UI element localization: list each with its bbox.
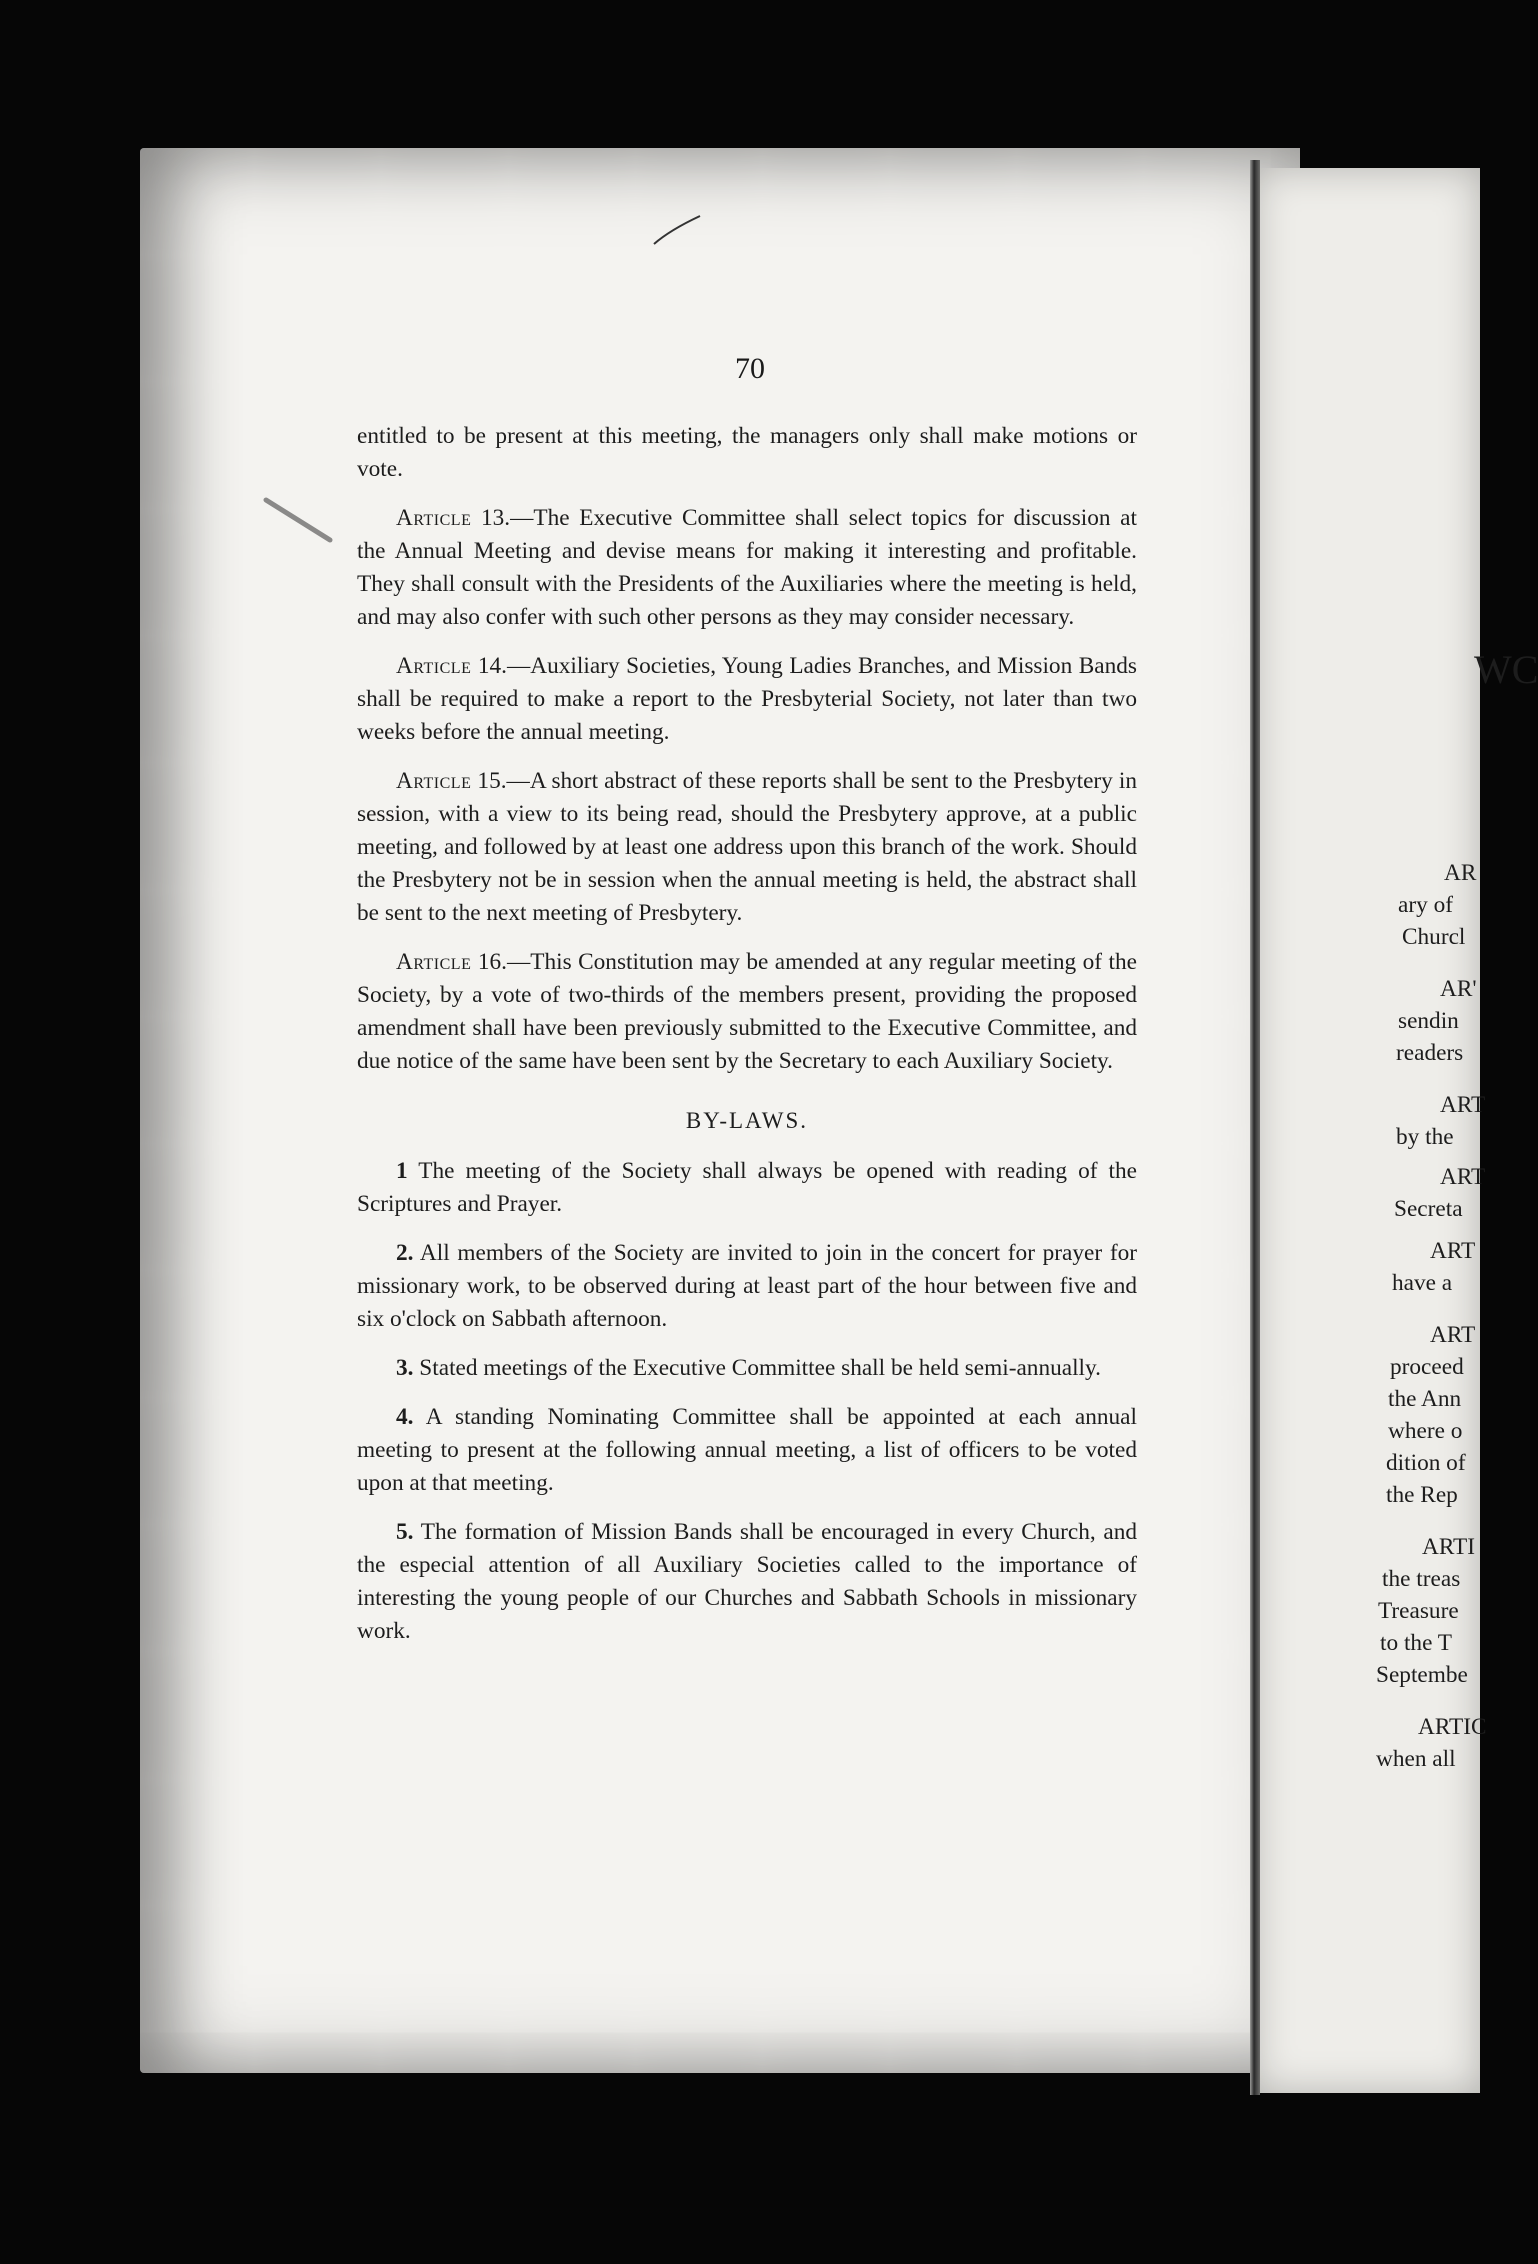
book-gutter	[1250, 160, 1260, 2095]
facing-line: AR'	[1440, 976, 1477, 1002]
facing-line: sendin	[1398, 1008, 1459, 1034]
article-15: Article 15.—A short abstract of these reports shall be sent to the Presbytery in session, with a view to its being read, should the Presbytery approve, at a public meeting, and followed by at least one address upon this branch of the work. Should the Presbytery not be in session when the annual meeting is held, the abstract shall be sent to the next meeting of Presbytery.	[357, 768, 1137, 926]
facing-line: when all	[1376, 1746, 1456, 1772]
bylaw-2: 2. All members of the Society are invited to join in the concert for prayer for missionary work, to be observed during at least part of the hour between five and six o'clock on Sabbath afternoon.	[357, 1240, 1137, 1332]
facing-line: by the	[1396, 1124, 1454, 1150]
facing-line: to the T	[1380, 1630, 1453, 1656]
bylaw-3: 3. Stated meetings of the Executive Committee shall be held semi-annually.	[396, 1355, 1101, 1381]
bylaw-5: 5. The formation of Mission Bands shall be encouraged in every Church, and the especial attention of all Auxiliary Societies called to the importance of interesting the young people of our Churches and Sabbath Schools in missionary work.	[357, 1519, 1137, 1644]
facing-line: dition of	[1386, 1450, 1466, 1476]
ink-smudge-mark	[260, 490, 340, 550]
facing-line: ary of	[1398, 892, 1453, 918]
article-13: Article 13.—The Executive Committee shall select topics for discussion at the Annual Meeting and devise means for making it interesting and profitable. They shall consult with the Presidents of the Auxiliaries where the meeting is held, and may also confer with such other persons as they may consider necessary.	[357, 505, 1137, 630]
bylaw-4: 4. A standing Nominating Committee shall be appointed at each annual meeting to present at the following annual meeting, a list of officers to be voted upon at that meeting.	[357, 1404, 1137, 1496]
facing-line: ARTI	[1422, 1534, 1475, 1560]
facing-line: ART	[1430, 1322, 1476, 1348]
page-body	[357, 420, 1137, 1664]
facing-line: Septembe	[1376, 1662, 1468, 1688]
facing-line: the Ann	[1388, 1386, 1462, 1412]
article-16: Article 16.—This Constitution may be amended at any regular meeting of the Society, by a vote of two-thirds of the members present, providing the proposed amendment shall have been previously submitted to the Executive Committee, and due notice of the same have been sent by the Secretary to each Auxiliary Society.	[357, 949, 1137, 1074]
facing-line: ART	[1430, 1238, 1476, 1264]
facing-line: Treasure	[1378, 1598, 1459, 1624]
facing-line: have a	[1392, 1270, 1453, 1296]
facing-line: the Rep	[1386, 1482, 1458, 1508]
facing-page-heading: WC	[1474, 647, 1538, 692]
bylaws-heading: BY-LAWS.	[685, 1108, 809, 1133]
facing-line: ARTIC	[1418, 1714, 1487, 1740]
pencil-mark	[650, 210, 710, 250]
facing-line: Churcl	[1402, 924, 1466, 950]
facing-line: where o	[1388, 1418, 1463, 1444]
facing-line: the treas	[1382, 1566, 1461, 1592]
facing-line: readers	[1396, 1040, 1464, 1066]
facing-line: Secreta	[1394, 1196, 1463, 1222]
facing-line: ART	[1440, 1092, 1486, 1118]
paragraph-continuation: entitled to be present at this meeting, the managers only shall make motions or vote.	[357, 423, 1137, 482]
article-14: Article 14.—Auxiliary Societies, Young Ladies Branches, and Mission Bands shall be required to make a report to the Presbyterial Society, not later than two weeks before the annual meeting.	[357, 653, 1137, 745]
bylaw-1: 1 The meeting of the Society shall always be opened with reading of the Scriptures and Prayer.	[357, 1158, 1137, 1217]
facing-line: proceed	[1390, 1354, 1464, 1380]
facing-line: AR	[1444, 860, 1477, 886]
facing-line: ART	[1440, 1164, 1486, 1190]
page-number: 70	[735, 352, 765, 385]
